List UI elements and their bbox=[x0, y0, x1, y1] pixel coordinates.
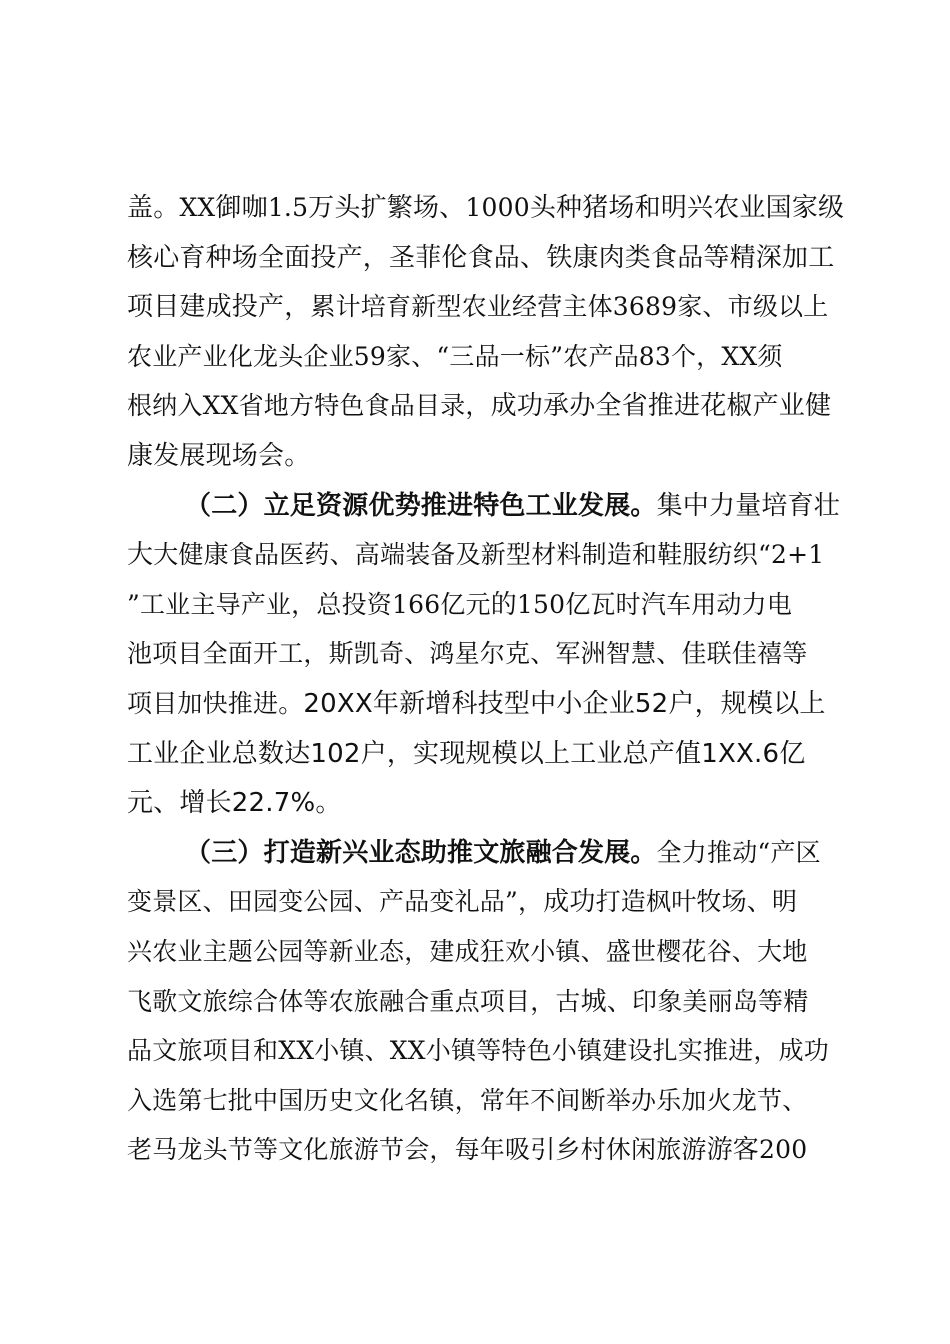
text-line-16 bbox=[127, 927, 832, 977]
text-run: 全力推动“产区 bbox=[656, 837, 821, 867]
text-run: ”工业主导产业，总投资166亿元 bbox=[127, 589, 491, 619]
text-line-8 bbox=[127, 530, 832, 580]
text-line-4 bbox=[127, 332, 832, 382]
text-line-6 bbox=[127, 431, 832, 481]
text-line-15 bbox=[127, 877, 832, 927]
text-run: 项目建成投产， bbox=[127, 292, 311, 323]
text-run: 康发展现场会。 bbox=[127, 440, 311, 471]
text-run: 农业产业化龙头企业59家、“三品一标”农产品83个，XX须 bbox=[127, 341, 783, 371]
text-line-19 bbox=[127, 1076, 832, 1126]
text-run: 兴农业主题公园等新业态，建成狂欢小镇、盛世樱花谷、大地 bbox=[127, 936, 808, 966]
text-run: 根纳入XX省地方特色食品目录， bbox=[127, 391, 491, 421]
text-run: 飞歌文旅综合体等农旅融合重点项目，古 bbox=[127, 986, 581, 1016]
heading-text: （三）打造新兴业态助推文旅融合发展。 bbox=[185, 837, 657, 868]
text-run: 城 bbox=[580, 986, 607, 1017]
text-run: 大 bbox=[127, 540, 154, 571]
text-run: 打造枫叶牧场、明 bbox=[595, 887, 798, 917]
text-run: 头种猪场和明兴农业国家级 bbox=[529, 193, 845, 223]
text-run: 成功承办全省推进花椒产业健 bbox=[490, 391, 832, 422]
text-run: 入选第七批中国历史文化名镇， bbox=[127, 1085, 480, 1115]
text-run: 150亿瓦时汽车用动力电 bbox=[516, 589, 793, 619]
text-run: 工业企业总数达102户，实现规模以上工业总产值1XX.6亿 bbox=[127, 738, 806, 769]
text-line-18 bbox=[127, 1026, 832, 1076]
text-run: 盖。 bbox=[127, 193, 180, 223]
text-run: 元、增长22.7%。 bbox=[127, 788, 342, 819]
text-run: 200 bbox=[759, 1135, 808, 1165]
text-line-17 bbox=[127, 977, 832, 1027]
heading-text: （二）立足资源优势推进特色工业发展。 bbox=[185, 490, 657, 521]
text-run: 老马龙头节等文化旅游节会，每年吸引乡村休闲旅游 bbox=[127, 1135, 707, 1165]
text-run: 项目加快推进。 bbox=[127, 688, 304, 718]
text-line-20 bbox=[127, 1125, 832, 1175]
text-line-10 bbox=[127, 629, 832, 679]
text-run: XX bbox=[179, 193, 216, 222]
text-line-13 bbox=[127, 778, 832, 828]
text-line-3 bbox=[127, 282, 832, 332]
text-run: 万头扩繁场、 bbox=[308, 193, 466, 223]
text-line-2 bbox=[127, 233, 835, 283]
section-heading-3 bbox=[127, 828, 832, 878]
section-heading-2 bbox=[127, 481, 841, 531]
text-run: 20XX年新增科技型中小企业52户，规模以上 bbox=[303, 688, 826, 719]
text-run: 集中力量培育壮 bbox=[656, 490, 841, 521]
text-line-11 bbox=[127, 679, 832, 729]
text-run: 核心育种场全面投产，圣菲伦食品、铁康肉类食品等精深加工 bbox=[127, 242, 835, 273]
text-line-1 bbox=[127, 183, 845, 233]
body-text bbox=[127, 183, 845, 1175]
text-run: 1000 bbox=[465, 193, 530, 222]
text-run: 的 bbox=[490, 589, 517, 620]
text-line-5 bbox=[127, 381, 832, 431]
text-run: 1.5 bbox=[267, 193, 309, 222]
text-run: 变景区、田园变公园、产品变礼品”， bbox=[127, 887, 544, 917]
text-run: 品文旅项目和XX小镇、XX小镇等特色小镇建设扎实推进，成功 bbox=[127, 1036, 829, 1066]
text-run: 常年不间断举办乐加火龙节、 bbox=[479, 1085, 808, 1115]
text-run: 累计培育新型农业经营主体3689家、市级以上 bbox=[310, 292, 829, 322]
text-run: 池项目全面开工，斯凯奇、鸿星尔克、军洲智慧、佳联佳禧等 bbox=[127, 639, 808, 669]
text-run: 成功 bbox=[543, 887, 596, 918]
text-run: 、印象美丽岛等精 bbox=[606, 986, 809, 1016]
text-run: 御咖 bbox=[215, 193, 268, 223]
text-line-12 bbox=[127, 729, 832, 779]
text-line-9 bbox=[127, 580, 832, 630]
text-run: 大健康食品医药、高端装备及新型材料制造和鞋服纺织“2+1 bbox=[153, 540, 825, 570]
text-run: 游客 bbox=[706, 1135, 760, 1166]
